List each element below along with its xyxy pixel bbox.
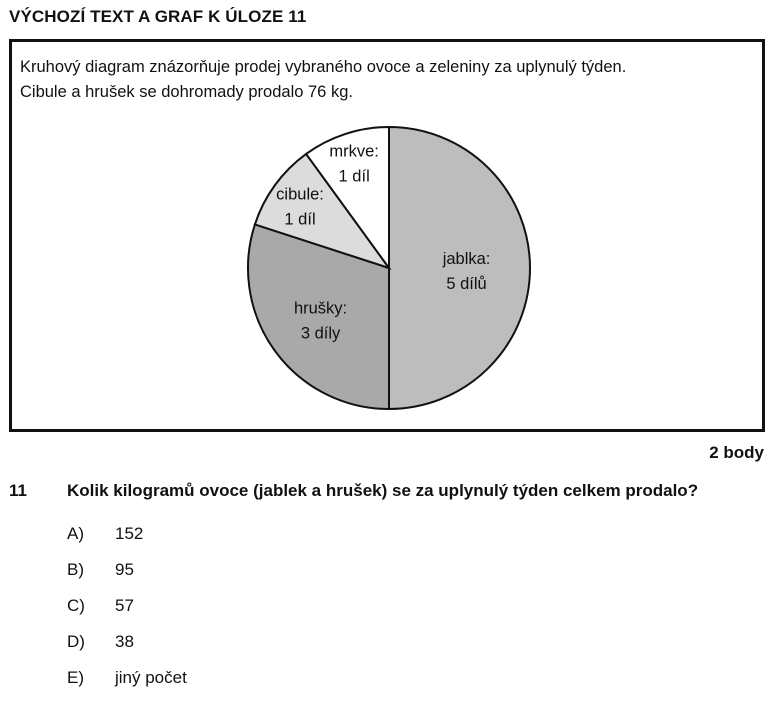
question-number: 11 xyxy=(9,481,27,500)
slice-label: jablka: xyxy=(442,250,491,268)
slice-value-label: 5 dílů xyxy=(446,275,487,293)
answer-text: 57 xyxy=(115,596,134,615)
slice-label: cibule: xyxy=(276,185,324,204)
answer-option-e[interactable] xyxy=(67,668,187,704)
answer-text: 38 xyxy=(115,632,134,651)
section-heading: VÝCHOZÍ TEXT A GRAF K ÚLOZE 11 xyxy=(9,7,307,26)
answer-letter: E) xyxy=(67,668,84,687)
intro-line-2: Cibule a hrušek se dohromady prodalo 76 kg. xyxy=(20,83,353,101)
answer-text: 95 xyxy=(115,560,134,579)
answer-option-d[interactable] xyxy=(67,632,187,668)
slice-value-label: 1 díl xyxy=(284,210,316,229)
points-label: 2 body xyxy=(709,443,764,462)
answer-text: jiný počet xyxy=(115,668,187,687)
answer-letter: C) xyxy=(67,596,85,615)
answer-option-b[interactable] xyxy=(67,560,187,596)
slice-value-label: 1 díl xyxy=(338,167,370,186)
pie-slice xyxy=(389,127,530,409)
answer-option-c[interactable] xyxy=(67,596,187,632)
pie-chart xyxy=(12,42,762,429)
slice-label: mrkve: xyxy=(329,142,379,161)
slice-value-label: 3 díly xyxy=(300,324,341,343)
answer-text: 152 xyxy=(115,524,144,543)
intro-line-1: Kruhový diagram znázorňuje prodej vybraného ovoce a zeleniny za uplynulý týden. xyxy=(20,58,627,76)
answer-option-a[interactable] xyxy=(67,524,187,560)
answer-letter: D) xyxy=(67,632,85,651)
answer-letter: B) xyxy=(67,560,84,579)
slice-label: hrušky: xyxy=(293,299,348,318)
answer-list xyxy=(67,524,187,704)
answer-letter: A) xyxy=(67,524,84,543)
question-text: Kolik kilogramů ovoce (jablek a hrušek) se za uplynulý týden celkem prodalo? xyxy=(67,481,699,500)
source-box xyxy=(9,39,765,432)
